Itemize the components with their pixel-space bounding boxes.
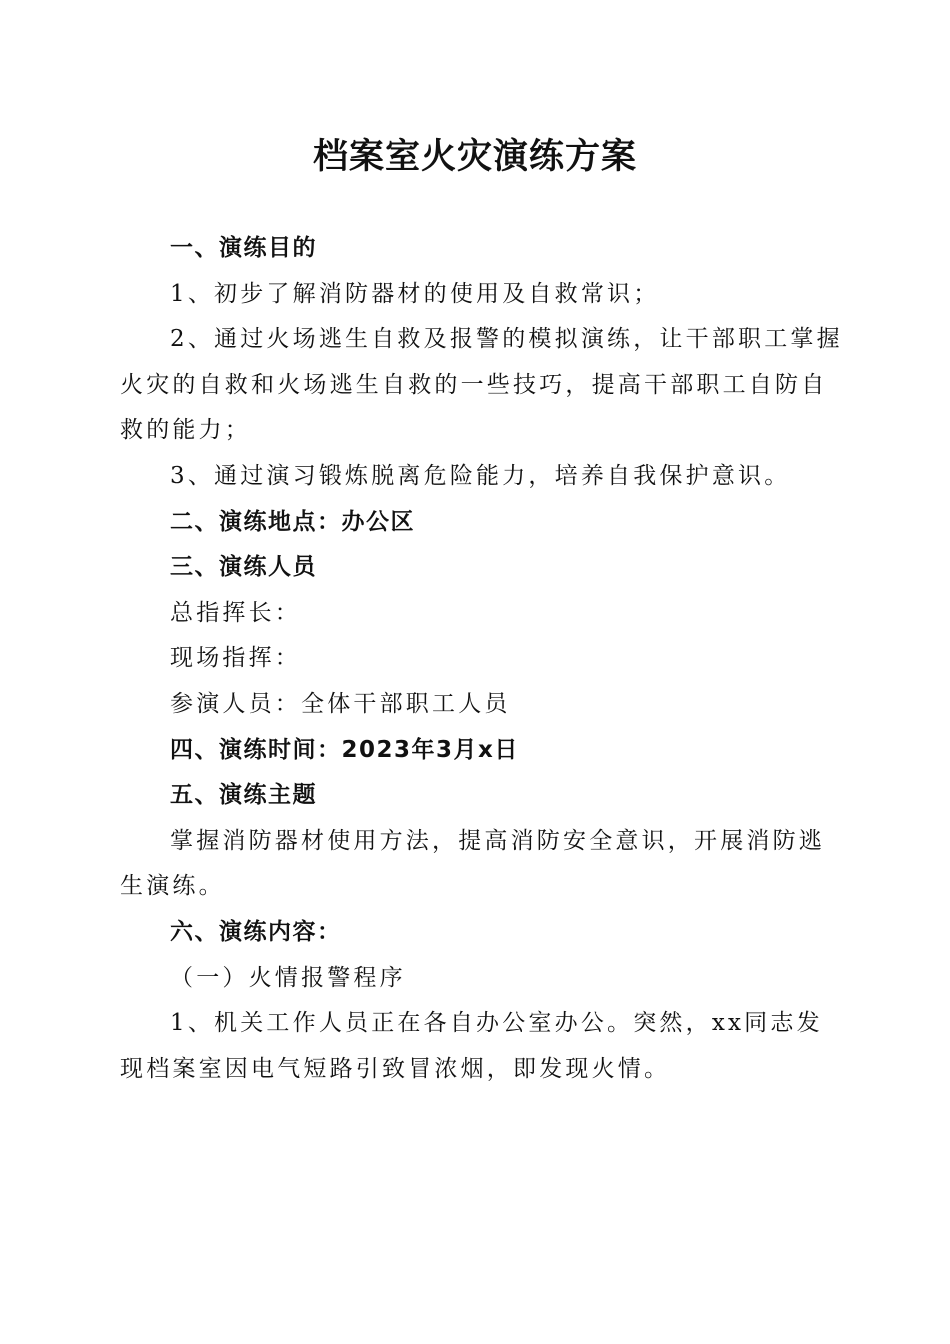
purpose-item-2-line-1: 2、通过火场逃生自救及报警的模拟演练，让干部职工掌握 <box>170 326 843 353</box>
purpose-item-2-line-3: 救的能力； <box>120 417 251 444</box>
theme-paragraph-line-1: 掌握消防器材使用方法，提高消防安全意识，开展消防逃 <box>170 827 825 854</box>
document-body <box>120 226 843 1092</box>
section-heading-theme: 五、演练主题 <box>170 782 317 809</box>
alarm-procedure-line-2: 现档案室因电气短路引致冒浓烟，即发现火情。 <box>120 1055 671 1082</box>
personnel-participants: 参演人员：全体干部职工人员 <box>170 690 511 717</box>
section-heading-location: 二、演练地点：办公区 <box>170 508 415 535</box>
section-heading-content: 六、演练内容： <box>170 918 342 945</box>
theme-paragraph-line-2: 生演练。 <box>120 873 225 900</box>
document-title: 档案室火灾演练方案 <box>312 136 637 177</box>
personnel-commander: 总指挥长： <box>170 599 301 626</box>
section-heading-personnel: 三、演练人员 <box>170 554 317 581</box>
section-heading-time: 四、演练时间：2023年3月x日 <box>170 736 519 763</box>
personnel-site-commander: 现场指挥： <box>170 645 301 672</box>
alarm-procedure-line-1: 1、机关工作人员正在各自办公室办公。突然，xx同志发 <box>170 1010 823 1037</box>
purpose-item-3: 3、通过演习锻炼脱离危险能力，培养自我保护意识。 <box>170 462 791 489</box>
purpose-item-2-line-2: 火灾的自救和火场逃生自救的一些技巧，提高干部职工自防自 <box>120 371 828 398</box>
section-heading-purpose: 一、演练目的 <box>170 235 317 261</box>
subsection-heading-alarm-procedure: （一）火情报警程序 <box>170 964 406 991</box>
purpose-item-1: 1、初步了解消防器材的使用及自救常识； <box>170 280 660 307</box>
